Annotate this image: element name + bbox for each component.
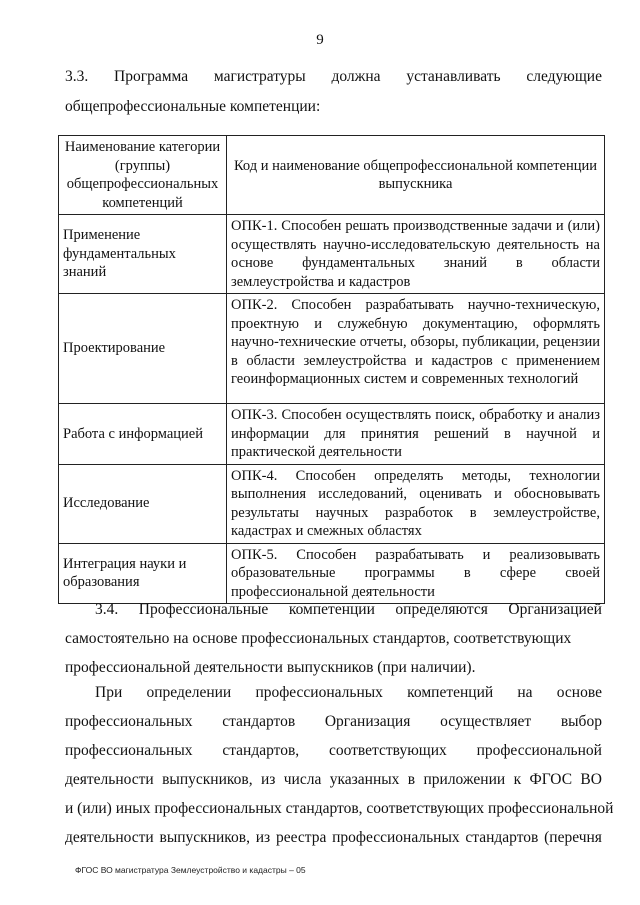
par-word: компетенции bbox=[288, 601, 375, 618]
intro-line-2: общепрофессиональные компетенции: bbox=[65, 98, 321, 115]
par34-line-1 bbox=[65, 595, 602, 624]
par-word: выпускников, bbox=[159, 829, 250, 846]
par-word: из bbox=[260, 771, 276, 788]
row-code: ОПК-2. Способен разрабатывать научно-техническую, проектную и служебную документацию, оформлять научно-технические отчеты, обзоры, публикации, рецензии в области землеустройства и кадастров с применением геоинформационных систем и современных технологий bbox=[227, 294, 605, 404]
table-row bbox=[59, 464, 605, 543]
par-word: Организация bbox=[324, 713, 411, 730]
par-word: деятельности bbox=[65, 829, 154, 846]
section-3-4-paragraph bbox=[65, 595, 602, 682]
row-category: Применение фундаментальных знаний bbox=[59, 215, 227, 294]
page-number: 9 bbox=[316, 32, 324, 48]
header-category: Наименование категории (группы) общепрофессиональных компетенций bbox=[59, 136, 227, 215]
par-word: в bbox=[407, 771, 416, 788]
par-word: реестра bbox=[275, 829, 327, 846]
par-word: профессиональной bbox=[476, 742, 602, 759]
par34-line-3: профессиональной деятельности выпускников (при наличии). bbox=[65, 659, 476, 676]
par34-line-2: самостоятельно на основе профессиональных стандартов, соответствующих bbox=[65, 630, 572, 647]
par-word: выпускников, bbox=[162, 771, 253, 788]
par-word: профессиональных bbox=[65, 742, 193, 759]
par-word: основе bbox=[556, 684, 602, 701]
par-word: из bbox=[255, 829, 271, 846]
intro-word: магистратуры bbox=[213, 68, 306, 85]
par-word: указанных bbox=[329, 771, 400, 788]
par-word: определении bbox=[146, 684, 232, 701]
intro-word: следующие bbox=[526, 68, 602, 85]
table-row bbox=[59, 404, 605, 465]
table-row bbox=[59, 294, 605, 404]
par-word: на bbox=[517, 684, 533, 701]
par2-line-6 bbox=[65, 823, 602, 852]
row-category: Интеграция науки и образования bbox=[59, 543, 227, 604]
professional-standards-paragraph bbox=[65, 678, 614, 852]
row-code: ОПК-5. Способен разрабатывать и реализовывать образовательные программы в сфере своей профессиональной деятельности bbox=[227, 543, 605, 604]
table-header-row bbox=[59, 136, 605, 215]
row-category: Исследование bbox=[59, 464, 227, 543]
par-word: (перечня bbox=[544, 829, 602, 846]
par-word: деятельности bbox=[65, 771, 154, 788]
par-word: При bbox=[95, 684, 123, 701]
par-word: числа bbox=[283, 771, 322, 788]
section-3-3-intro bbox=[65, 62, 602, 122]
par-word: профессиональных bbox=[65, 713, 193, 730]
intro-word: устанавливать bbox=[406, 68, 501, 85]
par2-line-5: и (или) иных профессиональных стандартов, соответствующих профессиональной bbox=[65, 800, 614, 817]
par2-line-1 bbox=[65, 678, 602, 707]
intro-word: должна bbox=[331, 68, 381, 85]
par-word: к bbox=[513, 771, 522, 788]
document-footer: ФГОС ВО магистратура Землеустройство и кадастры – 05 bbox=[75, 865, 306, 875]
par-word: соответствующих bbox=[328, 742, 447, 759]
par-word: выбор bbox=[560, 713, 602, 730]
par-word: Профессиональные bbox=[138, 601, 269, 618]
intro-word: 3.3. bbox=[65, 68, 89, 85]
row-code: ОПК-4. Способен определять методы, технологии выполнения исследований, оценивать и обосновывать результаты научных разработок в землеустройстве, кадастрах и смежных областях bbox=[227, 464, 605, 543]
par-word: 3.4. bbox=[95, 601, 119, 618]
row-category: Проектирование bbox=[59, 294, 227, 404]
par-word: определяются bbox=[395, 601, 488, 618]
row-code: ОПК-1. Способен решать производственные задачи и (или) осуществлять научно-исследовательскую деятельность на основе фундаментальных знаний в области землеустройства и кадастров bbox=[227, 215, 605, 294]
intro-line-1 bbox=[65, 62, 602, 92]
par2-line-3 bbox=[65, 736, 602, 765]
table-row bbox=[59, 215, 605, 294]
par-word: приложении bbox=[423, 771, 506, 788]
header-code: Код и наименование общепрофессиональной компетенции выпускника bbox=[227, 136, 605, 215]
par-word: профессиональных bbox=[255, 684, 383, 701]
par2-line-2 bbox=[65, 707, 602, 736]
par-word: компетенций bbox=[407, 684, 494, 701]
row-code: ОПК-3. Способен осуществлять поиск, обработку и анализ информации для принятия решений в научной и практической деятельности bbox=[227, 404, 605, 465]
par-word: Организацией bbox=[508, 601, 602, 618]
par2-line-4 bbox=[65, 765, 602, 794]
par-word: стандартов bbox=[222, 713, 296, 730]
row-category: Работа с информацией bbox=[59, 404, 227, 465]
par-word: ФГОС bbox=[529, 771, 573, 788]
par-word: стандартов bbox=[465, 829, 539, 846]
par-word: стандартов, bbox=[222, 742, 300, 759]
intro-word: Программа bbox=[114, 68, 189, 85]
competencies-table bbox=[58, 135, 605, 604]
par-word: профессиональных bbox=[332, 829, 460, 846]
par-word: ВО bbox=[580, 771, 602, 788]
par-word: осуществляет bbox=[440, 713, 532, 730]
